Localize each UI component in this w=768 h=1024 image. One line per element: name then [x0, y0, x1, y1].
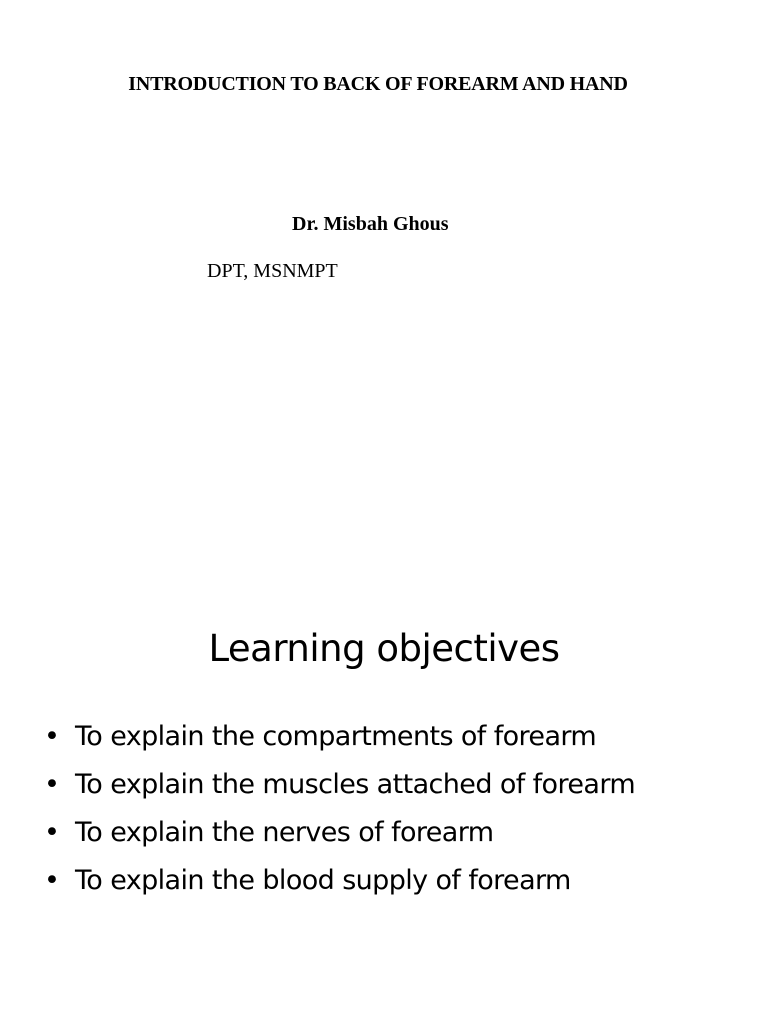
objective-text: To explain the nerves of forearm	[75, 817, 494, 848]
author-credentials: DPT, MSNMPT	[207, 260, 338, 282]
objective-text: To explain the blood supply of forearm	[75, 865, 571, 896]
objective-text: To explain the compartments of forearm	[75, 721, 597, 752]
objective-item	[44, 764, 635, 812]
objective-item	[44, 860, 635, 908]
bullet-icon: •	[44, 865, 60, 896]
bullet-icon: •	[44, 817, 60, 848]
objective-item	[44, 716, 635, 764]
slide-title: INTRODUCTION TO BACK OF FOREARM AND HAND	[128, 73, 628, 95]
objectives-list	[44, 716, 635, 908]
bullet-icon: •	[44, 769, 60, 800]
author-name: Dr. Misbah Ghous	[292, 213, 449, 235]
objective-item	[44, 812, 635, 860]
objective-text: To explain the muscles attached of forearm	[75, 769, 636, 800]
bullet-icon: •	[44, 721, 60, 752]
objectives-title: Learning objectives	[208, 627, 560, 670]
